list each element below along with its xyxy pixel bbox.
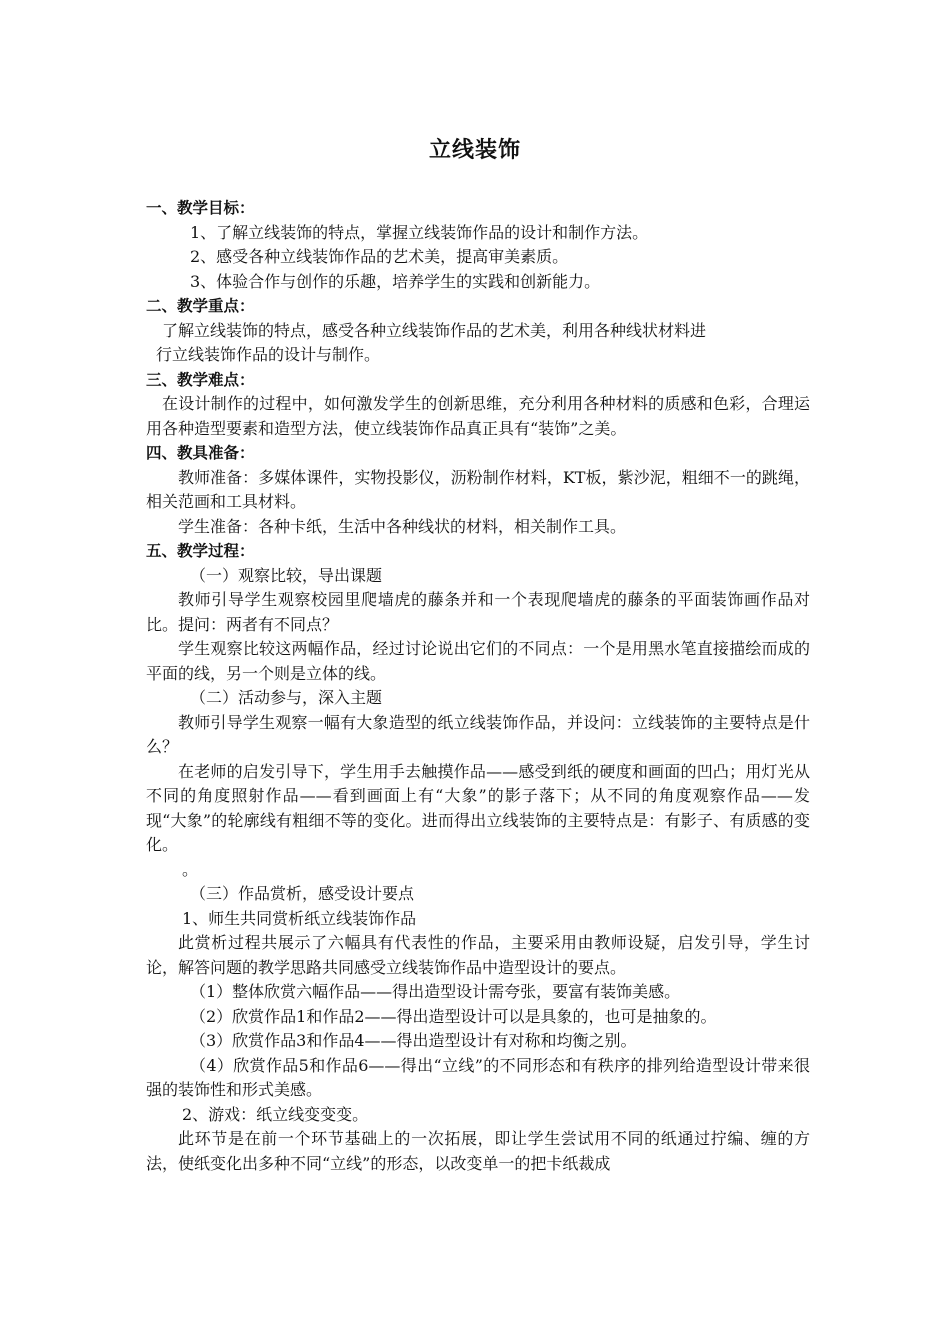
process-part2-paragraph-2: 在老师的启发引导下，学生用手去触摸作品——感受到纸的硬度和画面的凹凸；用灯光从不同的角度照射作品——看到画面上有“大象”的影子落下；从不同的角度观察作品——发现“大象”的轮廓线有粗细不等的变化。进而得出立线装饰的主要特点是：有影子、有质感的变化。 [146,761,810,854]
process-part3-paragraph-2: 此环节是在前一个环节基础上的一次拓展，即让学生尝试用不同的纸通过拧编、缠的方法，使纸变化出多种不同“立线”的形态，以改变单一的把卡纸裁成 [146,1129,810,1173]
process-part3-title: （三）作品赏析，感受设计要点 [190,884,415,903]
process-part3-subtitle-1: 1、师生共同赏析纸立线装饰作品 [182,908,417,928]
process-part1-paragraph-1: 教师引导学生观察校园里爬墙虎的藤条并和一个表现爬墙虎的藤条的平面装饰画作品对比。提问：两者有不同点？ [146,590,810,634]
process-part2-title: （二）活动参与，深入主题 [190,688,383,707]
process-part2-paragraph-1: 教师引导学生观察一幅有大象造型的纸立线装饰作品，并设问：立线装饰的主要特点是什么？ [146,712,810,756]
process-part3-item-2: （2）欣赏作品1和作品2——得出造型设计可以是具象的，也可是抽象的。 [190,1006,717,1026]
goal-item-2: 2、感受各种立线装饰作品的艺术美，提高审美素质。 [190,247,569,266]
section-heading-process: 五、教学过程： [146,542,255,560]
process-part1-paragraph-2: 学生观察比较这两幅作品，经过讨论说出它们的不同点：一个是用黑水笔直接描绘而成的平面的线，另一个则是立体的线。 [146,639,810,683]
section-heading-key-points: 二、教学重点： [146,297,255,315]
process-part3-paragraph-1: 此赏析过程共展示了六幅具有代表性的作品，主要采用由教师设疑，启发引导，学生讨论，解答问题的教学思路共同感受立线装饰作品中造型设计的要点。 [146,933,810,977]
process-part1-title: （一）观察比较，导出课题 [190,565,383,585]
section-heading-difficulties: 三、教学难点： [146,370,255,389]
goal-item-3: 3、体验合作与创作的乐趣，培养学生的实践和创新能力。 [190,271,601,291]
key-points-line-1: 了解立线装饰的特点，感受各种立线装饰作品的艺术美，利用各种线状材料进 [162,320,707,340]
section-heading-goals: 一、教学目标： [146,199,255,217]
document-body [146,196,810,1176]
process-part2-dot: 。 [182,859,199,879]
materials-student: 学生准备：各种卡纸，生活中各种线状的材料，相关制作工具。 [178,516,627,536]
process-part3-item-3: （3）欣赏作品3和作品4——得出造型设计有对称和均衡之别。 [190,1031,637,1050]
key-points-line-2: 行立线装饰作品的设计与制作。 [156,345,381,364]
document-title: 立线装饰 [428,138,521,163]
difficulties-text: 在设计制作的过程中，如何激发学生的创新思维，充分利用各种材料的质感和色彩，合理运用各种造型要素和造型方法，使立线装饰作品真正具有“装饰”之美。 [146,394,810,438]
process-part3-item-4: （4）欣赏作品5和作品6——得出“立线”的不同形态和有秩序的排列给造型设计带来很强的装饰性和形式美感。 [146,1055,810,1099]
process-part3-subtitle-2: 2、游戏：纸立线变变变。 [182,1104,369,1124]
materials-teacher: 教师准备：多媒体课件，实物投影仪，沥粉制作材料，KT板，紫沙泥，粗细不一的跳绳，相关范画和工具材料。 [146,467,810,511]
section-heading-materials: 四、教具准备： [146,444,255,462]
goal-item-1: 1、了解立线装饰的特点，掌握立线装饰作品的设计和制作方法。 [190,222,649,242]
process-part3-item-1: （1）整体欣赏六幅作品——得出造型设计需夸张，要富有装饰美感。 [190,982,681,1001]
